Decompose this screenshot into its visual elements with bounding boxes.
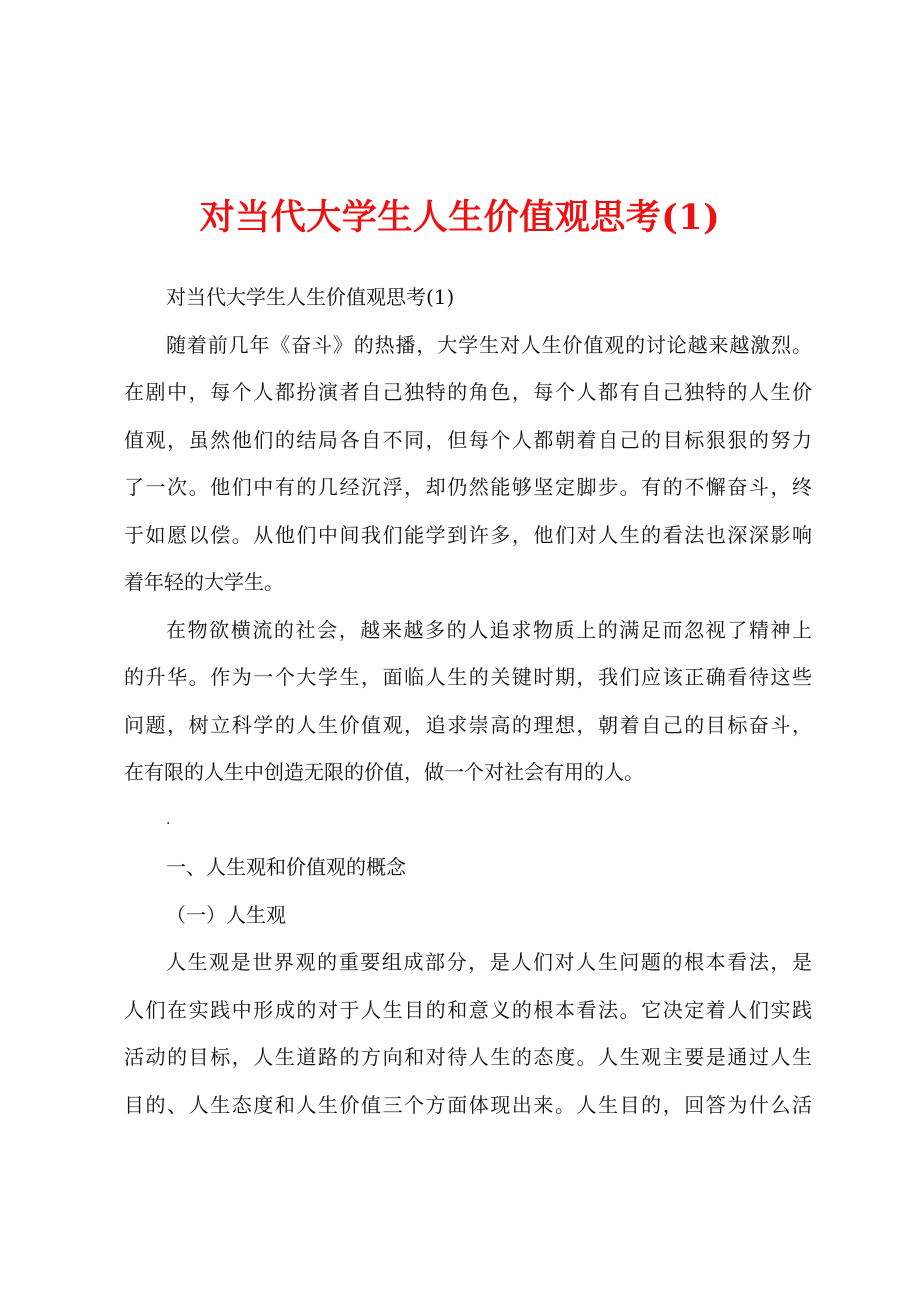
- text-line: 在有限的人生中创造无限的价值，做一个对社会有用的人。: [124, 760, 644, 784]
- separator-dot: .: [166, 811, 171, 828]
- text-line: 目的、人生态度和人生价值三个方面体现出来。人生目的，回答为什么活: [124, 1092, 812, 1117]
- text-line: 随着前几年《奋斗》的热播，大学生对人生价值观的讨论越来越激烈。: [166, 332, 812, 357]
- text-line: 值观，虽然他们的结局各自不同，但每个人都朝着自己的目标狠狠的努力: [124, 427, 812, 452]
- text-line: 在剧中，每个人都扮演者自己独特的角色，每个人都有自己独特的人生价: [124, 380, 812, 404]
- document-title: 对当代大学生人生价值观思考(1): [199, 197, 721, 238]
- text-line: 问题，树立科学的人生价值观，追求崇高的理想，朝着自己的目标奋斗，: [124, 712, 812, 737]
- text-line: 一、人生观和价值观的概念: [166, 855, 406, 879]
- text-line: 了一次。他们中有的几经沉浮，却仍然能够坚定脚步。有的不懈奋斗，终: [124, 475, 812, 499]
- text-line: 人们在实践中形成的对于人生目的和意义的根本看法。它决定着人们实践: [124, 997, 812, 1022]
- text-line: 的升华。作为一个大学生，面临人生的关键时期，我们应该正确看待这些: [124, 665, 812, 689]
- text-line: 对当代大学生人生价值观思考(1): [166, 285, 455, 309]
- text-line: 活动的目标，人生道路的方向和对待人生的态度。人生观主要是通过人生: [124, 1045, 812, 1069]
- document-body: [124, 274, 812, 1129]
- text-line: 于如愿以偿。从他们中间我们能学到许多，他们对人生的看法也深深影响: [124, 522, 812, 547]
- text-line: 在物欲横流的社会，越来越多的人追求物质上的满足而忽视了精神上: [166, 617, 812, 642]
- text-line: 人生观是世界观的重要组成部分，是人们对人生问题的根本看法，是: [166, 950, 812, 974]
- text-line: （一）人生观: [166, 902, 286, 927]
- text-line: 着年轻的大学生。: [124, 570, 284, 594]
